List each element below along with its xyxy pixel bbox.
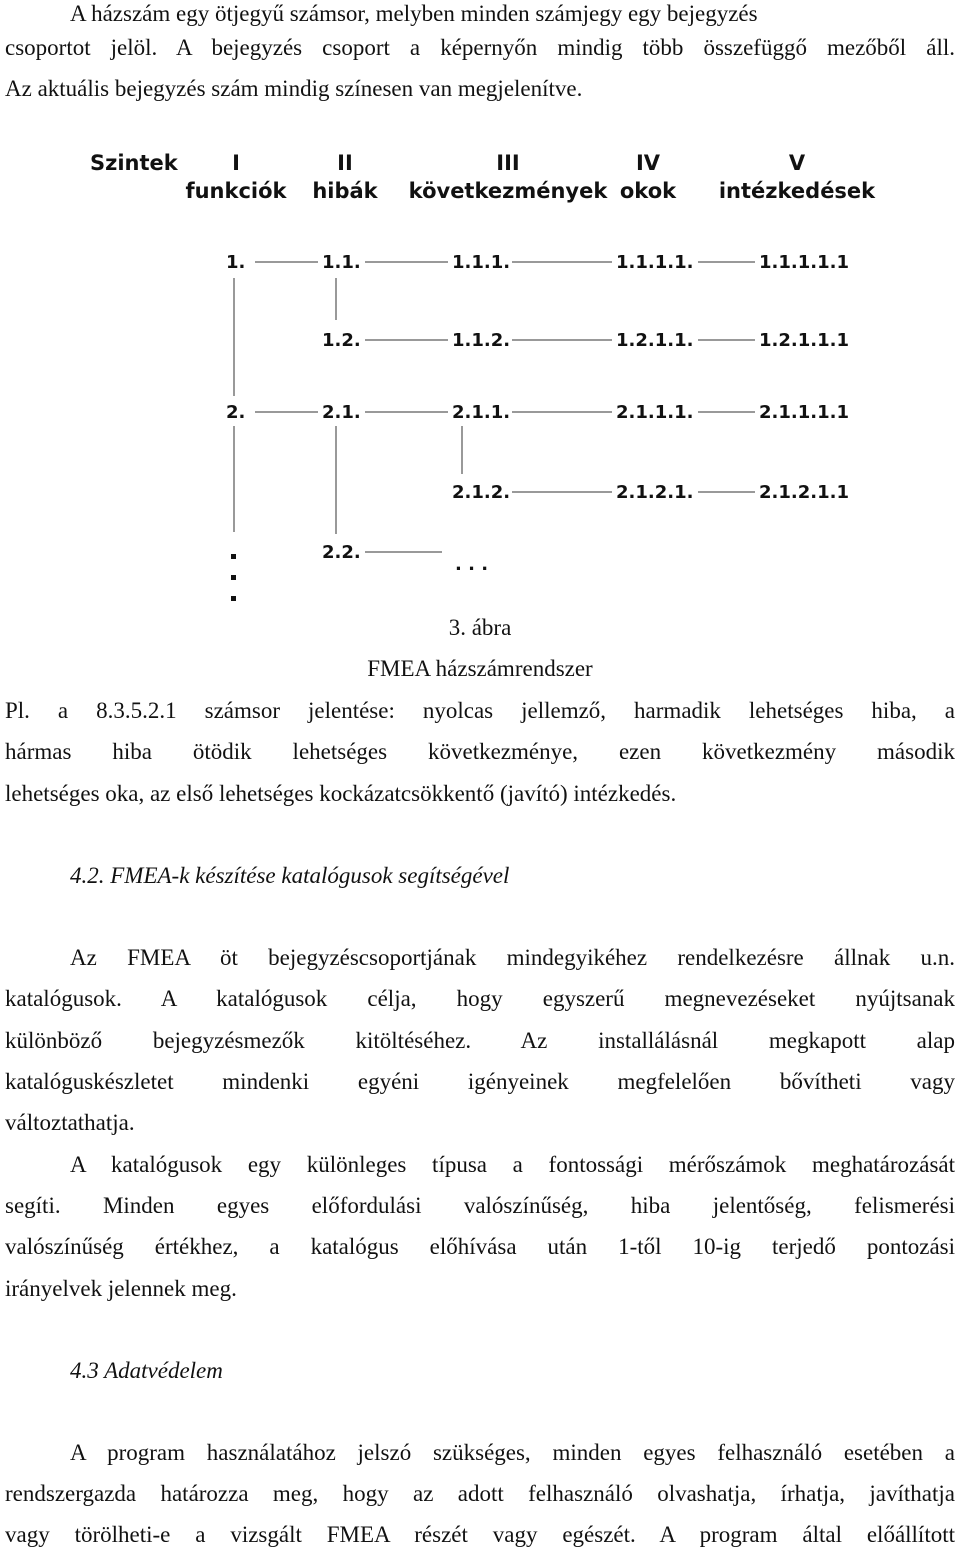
node-2-2: 2.2. xyxy=(322,542,361,563)
node-1-1-1-1: 1.1.1.1. xyxy=(616,252,694,273)
node-2-1-2-1: 2.1.2.1. xyxy=(616,482,694,503)
section-4-2-p2-line-1: A katalógusok egy különleges típusa a fontossági mérőszámok meghatározását xyxy=(70,1152,955,1177)
section-4-2-p1-line-5: változtathatja. xyxy=(5,1110,135,1135)
section-4-2-p1-line-3: különböző bejegyzésmezők kitöltéséhez. Az installálásnál megkapott alap xyxy=(5,1028,955,1053)
node-2-1-2-1-1: 2.1.2.1.1 xyxy=(759,482,849,503)
node-1-1-1-1-1: 1.1.1.1.1 xyxy=(759,252,849,273)
intro-line-3: Az aktuális bejegyzés szám mindig színesen van megjelenítve. xyxy=(5,76,583,101)
section-4-2-p1-line-2: katalógusok. A katalógusok célja, hogy egyszerű megnevezéseket nyújtsanak xyxy=(5,986,955,1011)
example-line-2: hármas hiba ötödik lehetséges következménye, ezen következmény második xyxy=(5,739,955,764)
node-2-1: 2.1. xyxy=(322,402,361,423)
node-2: 2. xyxy=(226,402,246,423)
node-1: 1. xyxy=(226,252,246,273)
node-1-2: 1.2. xyxy=(322,330,361,351)
column-roman-3: III xyxy=(496,151,520,175)
column-name-2: hibák xyxy=(312,179,378,203)
column-name-4: okok xyxy=(619,179,677,203)
node-1-1: 1.1. xyxy=(322,252,361,273)
section-4-3-line-2: rendszergazda határozza meg, hogy az adott felhasználó olvashatja, írhatja, javíthatja xyxy=(5,1481,955,1506)
node-2-1-2: 2.1.2. xyxy=(452,482,511,503)
intro-line-1: A házszám egy ötjegyű számsor, melyben minden számjegy egy bejegyzés xyxy=(70,1,758,26)
node-1-2-1-1: 1.2.1.1. xyxy=(616,330,694,351)
section-4-2-p2-line-4: irányelvek jelennek meg. xyxy=(5,1276,237,1301)
column-roman-4: IV xyxy=(635,151,661,175)
node-1-1-2: 1.1.2. xyxy=(452,330,511,351)
section-heading-4-2: 4.2. FMEA-k készítése katalógusok segítségével xyxy=(70,863,510,888)
column-name-3: következmények xyxy=(408,179,608,203)
node-2-1-1-1-1: 2.1.1.1.1 xyxy=(759,402,849,423)
section-4-3-line-1: A program használatához jelszó szükséges, minden egyes felhasználó esetében a xyxy=(70,1440,955,1465)
levels-label: Szintek xyxy=(90,151,178,175)
node-1-2-1-1-1: 1.2.1.1.1 xyxy=(759,330,849,351)
section-4-3-line-3: vagy törölheti-e a vizsgált FMEA részét vagy egészét. A program által előállított xyxy=(5,1522,955,1547)
example-line-1: Pl. a 8.3.5.2.1 számsor jelentése: nyolcas jellemző, harmadik lehetséges hiba, a xyxy=(5,698,955,723)
column-roman-1: I xyxy=(232,151,240,175)
node-2-1-1: 2.1.1. xyxy=(452,402,511,423)
section-4-2-p2-line-3: valószínűség értékhez, a katalógus előhívása után 1-től 10-ig terjedő pontozási xyxy=(5,1234,955,1259)
section-heading-4-3: 4.3 Adatvédelem xyxy=(70,1358,223,1383)
section-4-2-p1-line-4: katalóguskészletet mindenki egyéni igényeinek megfelelően bővítheti vagy xyxy=(5,1069,955,1094)
continuation-dot xyxy=(231,596,236,601)
column-roman-5: V xyxy=(788,151,806,175)
figure-number: 3. ábra xyxy=(448,615,512,640)
fmea-house-number-diagram xyxy=(0,130,960,610)
section-4-2-p2-line-2: segíti. Minden egyes előfordulási valószínűség, hiba jelentőség, felismerési xyxy=(5,1193,955,1218)
column-roman-2: II xyxy=(337,151,353,175)
example-line-3: lehetséges oka, az első lehetséges kockázatcsökkentő (javító) intézkedés. xyxy=(5,781,677,806)
node-1-1-1: 1.1.1. xyxy=(452,252,511,273)
intro-line-2: csoportot jelöl. A bejegyzés csoport a képernyőn mindig több összefüggő mezőből áll. xyxy=(5,35,955,60)
node-2-1-1-1: 2.1.1.1. xyxy=(616,402,694,423)
continuation-dot xyxy=(231,554,236,559)
figure-title: FMEA házszámrendszer xyxy=(367,656,593,681)
column-name-1: funkciók xyxy=(185,179,287,203)
section-4-2-p1-line-1: Az FMEA öt bejegyzéscsoportjának mindegyikéhez rendelkezésre állnak u.n. xyxy=(70,945,955,970)
ellipsis: . . . xyxy=(455,554,489,575)
column-name-5: intézkedések xyxy=(718,179,876,203)
continuation-dot xyxy=(231,575,236,580)
